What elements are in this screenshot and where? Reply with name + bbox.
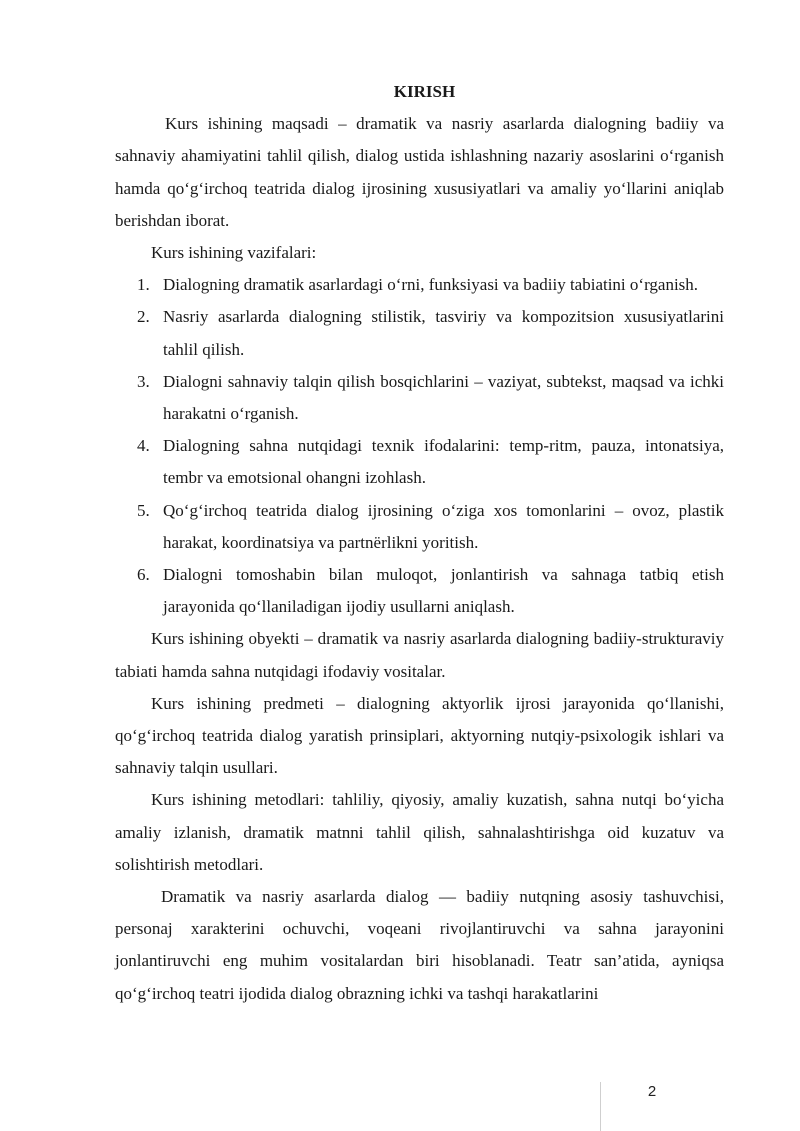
list-item-number: 5. bbox=[137, 500, 150, 520]
list-item-text: Nasriy asarlarda dialogning stilistik, tasviriy va kompozitsion xususiyatlarini tahlil qilish. bbox=[163, 307, 724, 359]
list-item bbox=[137, 366, 724, 430]
paragraph-purpose: Kurs ishining maqsadi – dramatik va nasriy asarlarda dialogning badiiy va sahnaviy ahamiyatini tahlil qilish, dialog ustida ishlashning nazariy asoslarini o‘rganish hamda qo‘g‘irchoq teatrida dialog ijrosining xususiyatlari va amaliy yo‘llarini aniqlab berishdan iborat. bbox=[115, 114, 724, 230]
list-item bbox=[137, 269, 724, 301]
paragraph-dialog: Dramatik va nasriy asarlarda dialog — badiiy nutqning asosiy tashuvchisi, personaj xarakterini ochuvchi, voqeani rivojlantiruvchi va sahna jarayonini jonlantiruvchi eng muhim vositalardan biri hisoblanadi. Teatr san’atida, ayniqsa qo‘g‘irchoq teatri ijodida dialog obrazning ichki va tashqi harakatlarini bbox=[115, 887, 724, 1003]
paragraph-object: Kurs ishining obyekti – dramatik va nasriy asarlarda dialogning badiiy-strukturaviy tabiati hamda sahna nutqidagi ifodaviy vositalar. bbox=[115, 629, 724, 681]
list-item bbox=[137, 430, 724, 494]
list-item-number: 6. bbox=[137, 565, 150, 585]
page-content bbox=[115, 76, 724, 1010]
paragraph-methods: Kurs ishining metodlari: tahliliy, qiyosiy, amaliy kuzatish, sahna nutqi bo‘yicha amaliy izlanish, dramatik matnni tahlil qilish, sahnalashtirishga oid kuzatuv va solishtirish metodlari. bbox=[115, 790, 724, 874]
tasks-heading: Kurs ishining vazifalari: bbox=[151, 243, 317, 263]
list-item bbox=[137, 301, 724, 365]
list-item-number: 1. bbox=[137, 275, 150, 295]
list-item-text: Dialogni sahnaviy talqin qilish bosqichlarini – vaziyat, subtekst, maqsad va ichki harakatni o‘rganish. bbox=[163, 371, 724, 424]
page-number-divider bbox=[600, 1082, 601, 1131]
list-item bbox=[137, 559, 724, 623]
list-item-text: Qo‘g‘irchoq teatrida dialog ijrosining o‘ziga xos tomonlarini – ovoz, plastik harakat, koordinatsiya va partnërlikni yoritish. bbox=[163, 500, 724, 552]
tasks-list bbox=[115, 269, 724, 623]
page-number: 2 bbox=[647, 1083, 657, 1100]
list-item-number: 4. bbox=[137, 436, 150, 456]
list-item-number: 3. bbox=[137, 371, 150, 391]
list-item-text: Dialogning sahna nutqidagi texnik ifodalarini: temp-ritm, pauza, intonatsiya, tembr va emotsional ohangni izohlash. bbox=[163, 436, 724, 488]
list-item-text: Dialogni tomoshabin bilan muloqot, jonlantirish va sahnaga tatbiq etish jarayonida qo‘llaniladigan ijodiy usullarni aniqlash. bbox=[163, 565, 724, 617]
section-title: KIRISH bbox=[393, 82, 456, 101]
paragraph-subject: Kurs ishining predmeti – dialogning aktyorlik ijrosi jarayonida qo‘llanishi, qo‘g‘irchoq teatrida dialog yaratish prinsiplari, aktyorning nutqiy-psixologik ishlari va sahnaviy talqin usullari. bbox=[115, 693, 724, 778]
list-item bbox=[137, 495, 724, 559]
list-item-text: Dialogning dramatik asarlardagi o‘rni, funksiyasi va badiiy tabiatini o‘rganish. bbox=[163, 275, 699, 295]
list-item-number: 2. bbox=[137, 307, 150, 327]
